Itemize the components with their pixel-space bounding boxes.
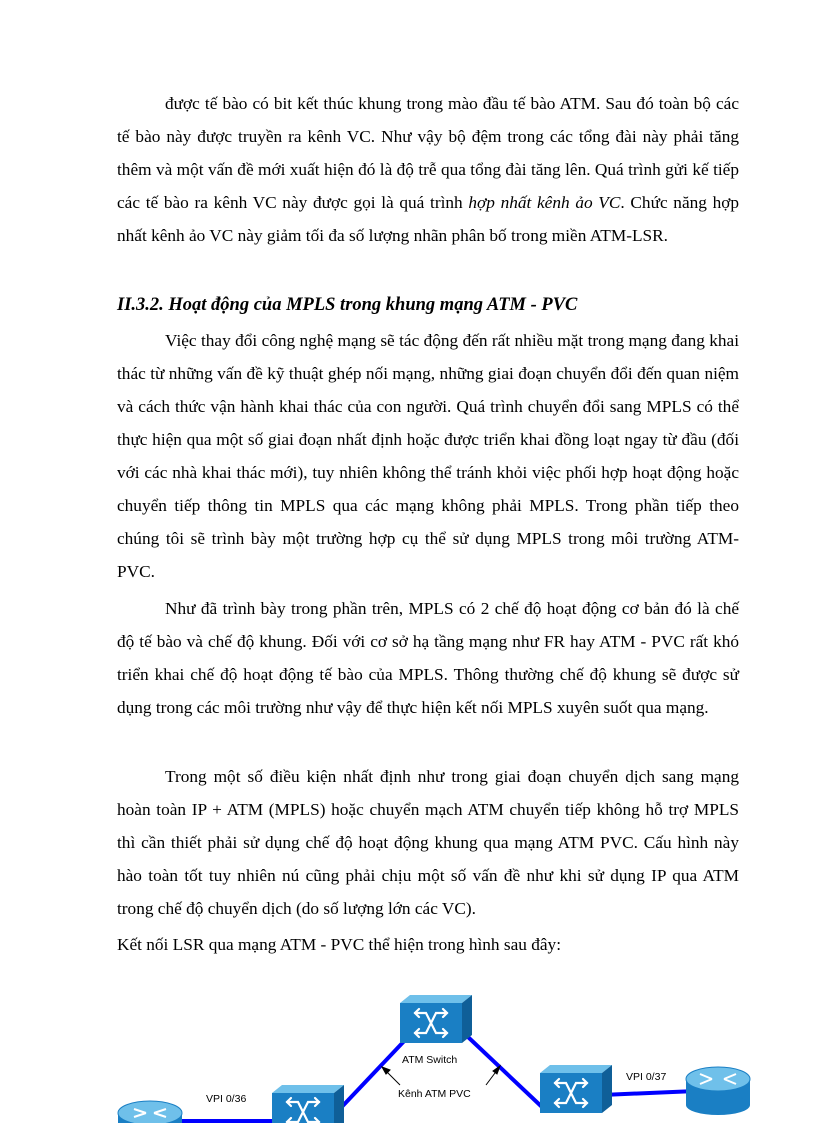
atm-switch-icon [400,995,472,1043]
link-switch-left-to-switch-top [336,1037,408,1113]
paragraph-3: Như đã trình bày trong phần trên, MPLS có 2 chế độ hoạt động cơ bản đó là chế độ tế bào và chế độ khung. Đối với cơ sở hạ tầng mạng như FR hay ATM - PVC rất khó triển khai chế độ hoạt động tế bào của MPLS. Thông thường chế độ khung sẽ được sử dụng trong các môi trường như vậy để thực hiện kết nối MPLS xuyên suốt qua mạng. [117,599,739,717]
router-icon [686,1067,750,1115]
link-switch-right-to-router-right [602,1091,696,1095]
atm-switch-icon [272,1085,344,1123]
paragraph-2: Việc thay đổi công nghệ mạng sẽ tác động đến rất nhiều mặt trong mạng đang khai thác từ những vấn đề kỹ thuật ghép nối mạng, những giai đoạn chuyển đổi đến quan niệm và cách thức vận hành khai thác của con người. Quá trình chuyển đổi sang MPLS có thể thực hiện qua một số giai đoạn nhất định hoặc được triển khai đồng loạt ngay từ đầu (đối với các nhà khai thác mới), tuy nhiên không thể tránh khỏi việc phối hợp hoạt động hoặc chuyển tiếp thông tin MPLS qua các mạng không phải MPLS. Trong phần tiếp theo chúng tôi sẽ trình bày một trường hợp cụ thể sử dụng MPLS trong môi trường ATM-PVC. [117,331,739,581]
paragraph-1 [117,87,739,252]
section-heading: II.3.2. Hoạt động của MPLS trong khung mạng ATM - PVC [117,295,578,315]
router-icon [118,1101,182,1123]
paragraph-1-text-before: được tế bào có bit kết thúc khung trong mào đầu tế bào ATM. Sau đó toàn bộ các tế bào này được truyền ra kênh VC. Như vậy bộ đệm trong các tổng đài này phải tăng thêm và một vấn đề mới xuất hiện đó là độ trễ qua tổng đài tăng lên. Quá trình gửi kế tiếp các tế bào ra kênh VC này được gọi là quá trình [117,94,739,212]
atm-pvc-diagram [0,975,816,1123]
atm-switch-icon [540,1065,612,1113]
atm-switch-label: ATM Switch [402,1054,458,1066]
paragraph-1-emphasis: hợp nhất kênh ảo VC [468,193,621,212]
pvc-label: Kênh ATM PVC [398,1088,471,1100]
paragraph-4: Trong một số điều kiện nhất định như trong giai đoạn chuyển dịch sang mạng hoàn toàn IP + ATM (MPLS) hoặc chuyển mạch ATM chuyển tiếp không hỗ trợ MPLS thì cần thiết phải sử dụng chế độ hoạt động khung qua mạng ATM PVC. Cấu hình này hào toàn tốt tuy nhiên nú cũng phải chịu một số vấn đề như khi sử dụng IP qua ATM trong chế độ chuyển dịch (do số lượng lớn các VC). [117,767,739,918]
vpi-left-label: VPI 0/36 [206,1093,247,1105]
vpi-right-label: VPI 0/37 [626,1071,667,1083]
pvc-annotation-arrows [382,1066,500,1085]
links [160,1037,696,1121]
paragraph-5: Kết nối LSR qua mạng ATM - PVC thể hiện trong hình sau đây: [117,935,561,954]
link-switch-top-to-switch-right [468,1037,542,1107]
paragraph-1-text-after: . Chức năng hợp nhất kênh ảo VC này giảm tối đa số lượng nhãn phân bố trong miền ATM-LSR. [117,193,740,245]
